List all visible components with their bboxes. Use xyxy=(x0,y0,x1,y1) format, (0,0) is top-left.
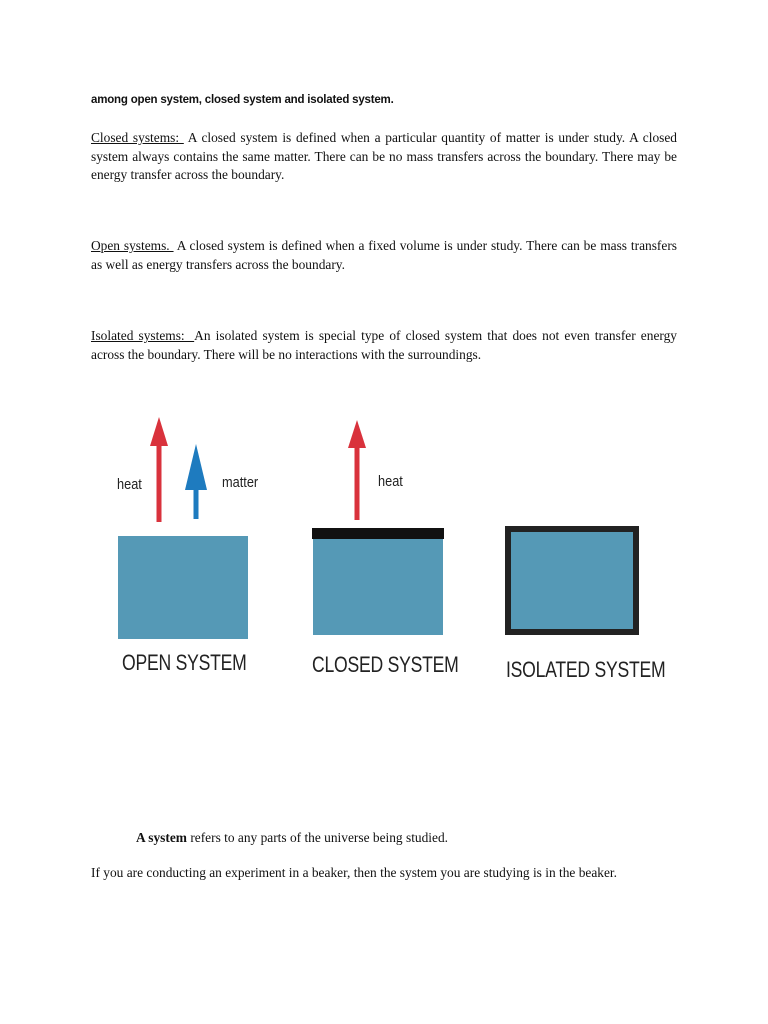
open-matter-label: matter xyxy=(222,475,259,491)
open-system-box xyxy=(118,536,248,639)
system-definition xyxy=(136,829,448,848)
closed-system-box xyxy=(313,536,443,635)
open-systems-paragraph xyxy=(91,237,677,274)
closed-systems-paragraph xyxy=(91,129,677,185)
isolated-system-title: ISOLATED SYSTEM xyxy=(506,657,666,682)
open-matter-arrow-icon xyxy=(185,444,207,519)
closed-heat-label: heat xyxy=(378,474,403,490)
open-heat-arrow-icon xyxy=(150,417,168,522)
beaker-paragraph: If you are conducting an experiment in a beaker, then the system you are studying is in the beaker. xyxy=(91,865,617,880)
closed-systems-text: A closed system is defined when a particular quantity of matter is under study. A closed system always contains the same matter. There can be no mass transfers across the boundary. There may be energy transfer across the boundary. xyxy=(91,130,677,182)
document-heading: among open system, closed system and isolated system. xyxy=(91,94,394,106)
closed-heat-arrow-icon xyxy=(348,420,366,520)
isolated-system-box xyxy=(508,529,636,632)
open-system-group xyxy=(118,417,248,639)
system-definition-term: A system xyxy=(136,830,187,845)
open-system-title: OPEN SYSTEM xyxy=(122,650,247,675)
open-heat-label: heat xyxy=(117,477,142,493)
isolated-systems-paragraph xyxy=(91,327,677,364)
isolated-systems-text: An isolated system is special type of closed system that does not even transfer energy across the boundary. There will be no interactions with the surroundings. xyxy=(91,328,677,362)
closed-system-boundary-lid xyxy=(312,528,444,539)
open-systems-term: Open systems. xyxy=(91,238,174,253)
system-definition-text: refers to any parts of the universe being studied. xyxy=(186,830,449,845)
closed-system-group xyxy=(312,420,444,635)
closed-systems-term: Closed systems: xyxy=(91,130,184,145)
closed-system-title: CLOSED SYSTEM xyxy=(312,652,459,677)
isolated-systems-term: Isolated systems: xyxy=(91,328,195,343)
open-systems-text: A closed system is defined when a fixed volume is under study. There can be mass transfers as well as energy transfers across the boundary. xyxy=(91,238,677,272)
isolated-system-group xyxy=(508,529,636,632)
systems-diagram xyxy=(0,400,768,700)
